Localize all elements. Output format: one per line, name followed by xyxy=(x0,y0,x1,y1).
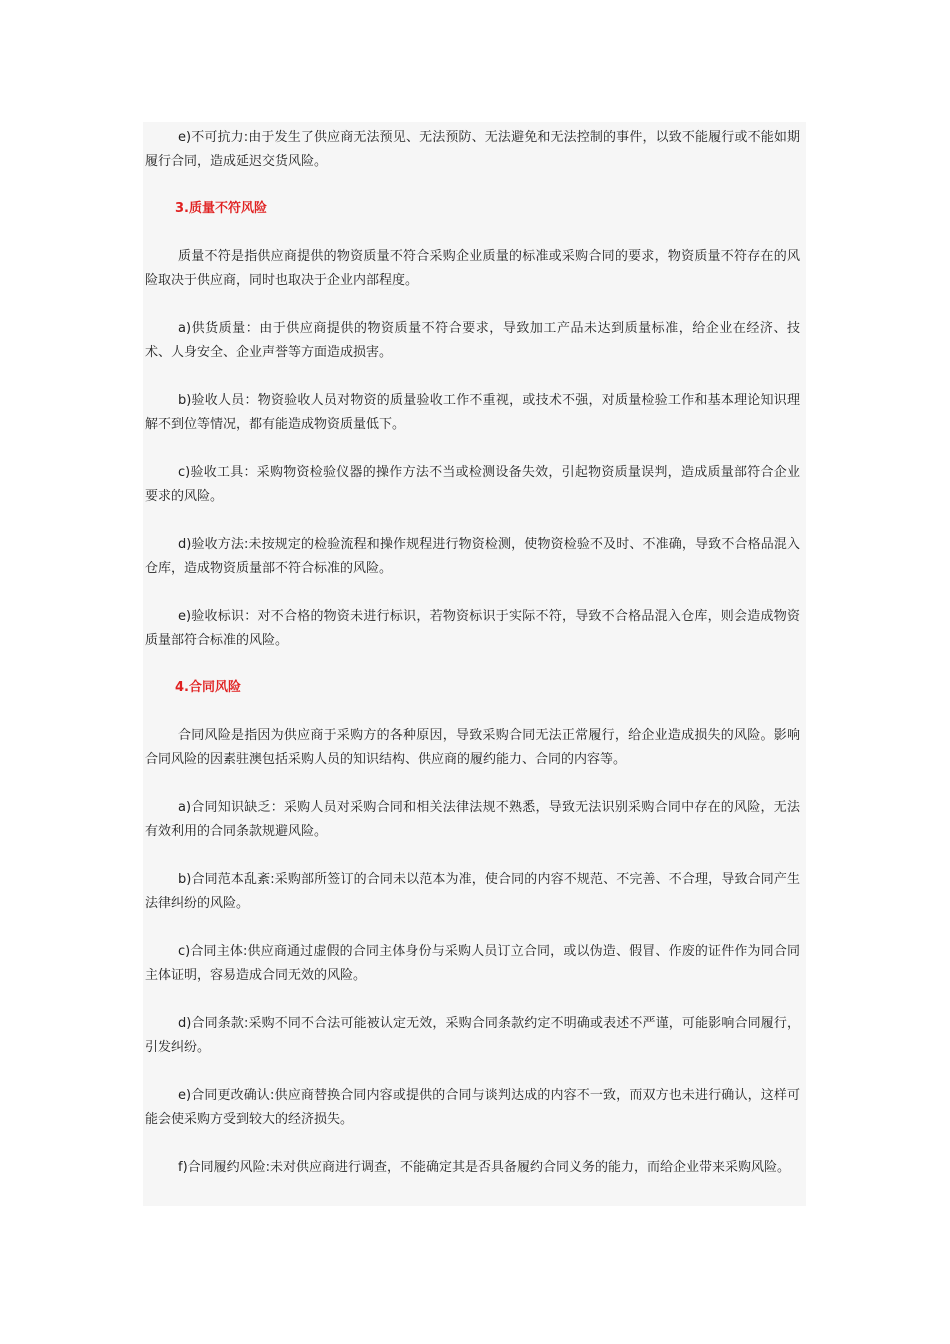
paragraph-contract-b: b)合同范本乱紊:采购部所签订的合同未以范本为准，使合同的内容不规范、不完善、不合理，导致合同产生法律纠纷的风险。 xyxy=(145,872,800,911)
paragraph-contract-f: f)合同履约风险:未对供应商进行调查，不能确定其是否具备履约合同义务的能力，而给企业带来采购风险。 xyxy=(178,1160,791,1175)
paragraph-contract-a: a)合同知识缺乏：采购人员对采购合同和相关法律法规不熟悉，导致无法识别采购合同中存在的风险，无法有效利用的合同条款规避风险。 xyxy=(145,800,800,839)
paragraph-contract-c: c)合同主体:供应商通过虚假的合同主体身份与采购人员订立合同，或以伪造、假冒、作废的证件作为同合同主体证明，容易造成合同无效的风险。 xyxy=(145,944,800,983)
paragraph-force-majeure: e)不可抗力:由于发生了供应商无法预见、无法预防、无法避免和无法控制的事件，以致不能履行或不能如期履行合同，造成延迟交货风险。 xyxy=(145,130,800,169)
paragraph-quality-intro: 质量不符是指供应商提供的物资质量不符合采购企业质量的标准或采购合同的要求，物资质量不符存在的风险取决于供应商，同时也取决于企业内部程度。 xyxy=(145,249,800,288)
paragraph-contract-intro: 合同风险是指因为供应商于采购方的各种原因，导致采购合同无法正常履行，给企业造成损失的风险。影响合同风险的因素驻澳包括采购人员的知识结构、供应商的履约能力、合同的内容等。 xyxy=(145,728,800,767)
section-heading-quality: 3.质量不符风险 xyxy=(175,201,267,216)
paragraph-quality-a: a)供货质量：由于供应商提供的物资质量不符合要求，导致加工产品未达到质量标准，给企业在经济、技术、人身安全、企业声誉等方面造成损害。 xyxy=(145,321,800,360)
paragraph-quality-d: d)验收方法:未按规定的检验流程和操作规程进行物资检测，使物资检验不及时、不准确，导致不合格品混入仓库，造成物资质量部不符合标准的风险。 xyxy=(145,537,800,576)
section-heading-contract: 4.合同风险 xyxy=(175,680,241,695)
paragraph-contract-d: d)合同条款:采购不同不合法可能被认定无效，采购合同条款约定不明确或表述不严谨，可能影响合同履行，引发纠纷。 xyxy=(145,1016,800,1055)
paragraph-quality-b: b)验收人员：物资验收人员对物资的质量验收工作不重视，或技术不强，对质量检验工作和基本理论知识理解不到位等情况，都有能造成物资质量低下。 xyxy=(145,393,800,432)
paragraph-quality-e: e)验收标识：对不合格的物资未进行标识，若物资标识于实际不符，导致不合格品混入仓库，则会造成物资质量部符合标准的风险。 xyxy=(145,609,800,648)
paragraph-quality-c: c)验收工具：采购物资检验仪器的操作方法不当或检测设备失效，引起物资质量误判，造成质量部符合企业要求的风险。 xyxy=(145,465,800,504)
document-body xyxy=(143,122,806,1206)
paragraph-contract-e: e)合同更改确认:供应商替换合同内容或提供的合同与谈判达成的内容不一致，而双方也未进行确认，这样可能会使采购方受到较大的经济损失。 xyxy=(145,1088,800,1127)
